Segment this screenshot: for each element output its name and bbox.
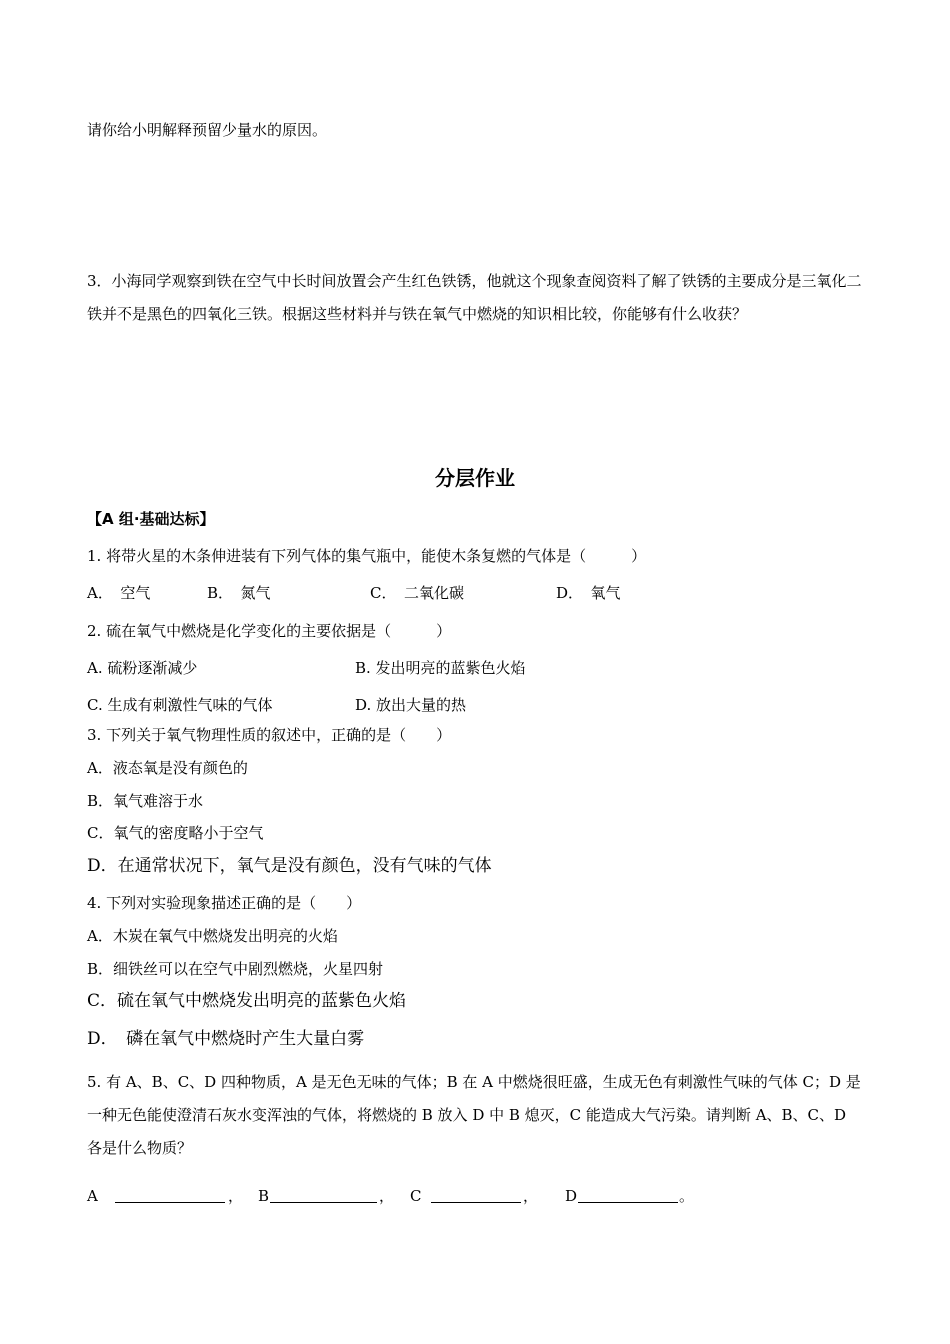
q2-option-d: D. 放出大量的热	[355, 696, 467, 714]
q5-sep-3: ，	[523, 1187, 539, 1205]
q1-stem: 1. 将带火星的木条伸进装有下列气体的集气瓶中，能使木条复燃的气体是（ ）	[87, 547, 647, 565]
q3-option-b: B．氧气难溶于水	[87, 792, 204, 810]
q5-end: 。	[679, 1187, 695, 1205]
q2-option-a: A. 硫粉逐渐减少	[87, 659, 198, 677]
q2-option-b: B. 发出明亮的蓝紫色火焰	[355, 659, 526, 677]
q1-option-b: B． 氮气	[207, 584, 271, 602]
q3-option-c: C．氧气的密度略小于空气	[87, 824, 264, 842]
prev-q2-tail: 请你给小明解释预留少量水的原因。	[87, 121, 328, 139]
q5-answer-c-blank[interactable]	[431, 1188, 521, 1203]
q1-option-a: A． 空气	[87, 584, 151, 602]
q5-sep-1: ，	[228, 1187, 244, 1205]
q5-sep-2: ，	[379, 1187, 395, 1205]
q4-option-a: A．木炭在氧气中燃烧发出明亮的火焰	[87, 927, 338, 945]
q5-answer-c-label: C	[410, 1187, 422, 1205]
q3-option-d: D．在通常状况下，氧气是没有颜色，没有气味的气体	[87, 856, 492, 876]
q5-answer-d-label: D	[565, 1187, 578, 1205]
q2-option-c: C. 生成有刺激性气味的气体	[87, 696, 273, 714]
q5-answer-a-label: A	[87, 1187, 98, 1205]
q2-stem: 2. 硫在氧气中燃烧是化学变化的主要依据是（ ）	[87, 622, 452, 640]
section-title: 分层作业	[435, 466, 515, 490]
q4-stem: 4. 下列对实验现象描述正确的是（ ）	[87, 894, 362, 912]
q5-answer-b-blank[interactable]	[270, 1188, 377, 1203]
q5-answer-b-label: B	[258, 1187, 270, 1205]
q1-option-d: D． 氧气	[556, 584, 621, 602]
q5-answer-d-blank[interactable]	[578, 1188, 678, 1203]
q4-option-b: B．细铁丝可以在空气中剧烈燃烧，火星四射	[87, 960, 384, 978]
q4-option-d: D． 磷在氧气中燃烧时产生大量白雾	[87, 1029, 365, 1049]
q5-stem: 5. 有 A、B、C、D 四种物质，A 是无色无味的气体；B 在 A 中燃烧很旺盛，生成无色有刺激性气味的气体 C；D 是一种无色能使澄清石灰水变浑浊的气体，将燃烧的 B 放入 D 中 B 熄灭，C 能造成大气污染。请判断 A、B、C、D 各是什么物质？	[87, 1073, 861, 1157]
q3-option-a: A．液态氧是没有颜色的	[87, 759, 248, 777]
q4-option-c: C．硫在氧气中燃烧发出明亮的蓝紫色火焰	[87, 991, 407, 1011]
q1-option-c: C． 二氧化碳	[370, 584, 464, 602]
group-heading: 【A 组·基础达标】	[87, 510, 215, 528]
q3-stem: 3. 下列关于氧气物理性质的叙述中，正确的是（ ）	[87, 726, 452, 744]
prev-q3: 3．小海同学观察到铁在空气中长时间放置会产生红色铁锈，他就这个现象查阅资料了解了铁锈的主要成分是三氧化二铁并不是黑色的四氧化三铁。根据这些材料并与铁在氧气中燃烧的知识相比较，你能够有什么收获？	[87, 272, 862, 323]
q5-answer-a-blank[interactable]	[115, 1188, 225, 1203]
